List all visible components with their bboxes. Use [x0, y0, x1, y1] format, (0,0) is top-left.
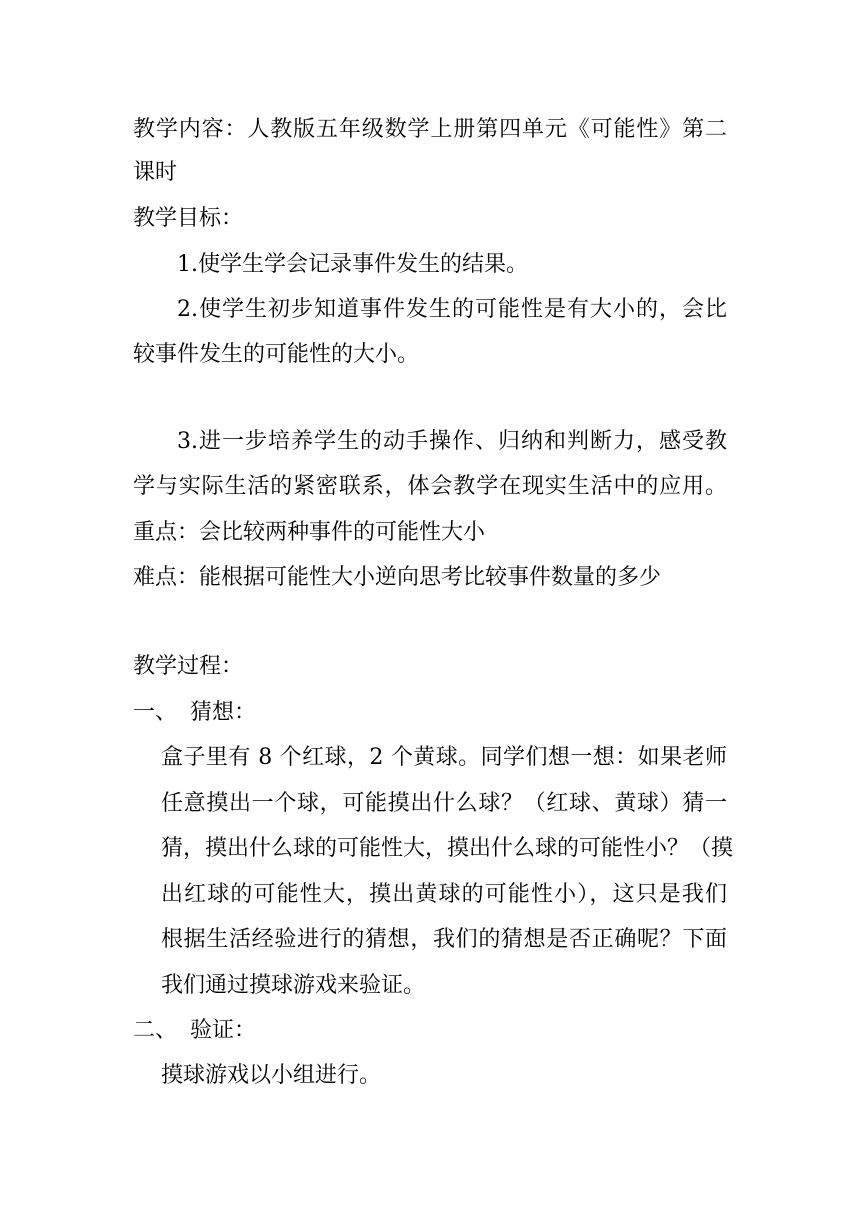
section-2-number: 二、: [133, 1018, 178, 1043]
section-1-number: 一、: [133, 700, 178, 725]
section-1-para-line: 出红球的可能性大，摸出黄球的可能性小），这只是我们: [161, 882, 727, 907]
objectives-heading: 教学目标：: [133, 206, 244, 231]
intro-line-2: 课时: [133, 160, 178, 185]
objective-2-line-1: 2.使学生初步知道事件发生的可能性是有大小的，会比: [177, 297, 727, 322]
section-1-para-line: 任意摸出一个球，可能摸出什么球？（红球、黄球）猜一: [161, 791, 727, 816]
section-2-para-line: 摸球游戏以小组进行。: [161, 1063, 382, 1088]
objective-3-line-1: 3.进一步培养学生的动手操作、归纳和判断力，感受教: [177, 429, 727, 454]
section-1-para-line: 猜，摸出什么球的可能性大，摸出什么球的可能性小？（摸: [161, 836, 734, 861]
section-2-title: 验证：: [190, 1018, 257, 1043]
objective-1: 1.使学生学会记录事件发生的结果。: [177, 252, 528, 277]
section-1-title: 猜想：: [190, 700, 257, 725]
objective-2-line-2: 较事件发生的可能性的大小。: [133, 342, 420, 367]
section-1-para-line: 根据生活经验进行的猜想，我们的猜想是否正确呢？下面: [161, 927, 727, 952]
section-1-para-line: 盒子里有 8 个红球，2 个黄球。同学们想一想：如果老师: [161, 745, 727, 770]
key-point: 重点：会比较两种事件的可能性大小: [133, 520, 486, 545]
intro-line-1: 教学内容：人教版五年级数学上册第四单元《可能性》第二: [133, 117, 727, 142]
process-heading: 教学过程：: [133, 654, 244, 679]
section-1-para-line: 我们通过摸球游戏来验证。: [161, 973, 426, 998]
difficulty: 难点：能根据可能性大小逆向思考比较事件数量的多少: [133, 565, 662, 590]
objective-3-line-2: 学与实际生活的紧密联系，体会教学在现实生活中的应用。: [133, 474, 727, 499]
